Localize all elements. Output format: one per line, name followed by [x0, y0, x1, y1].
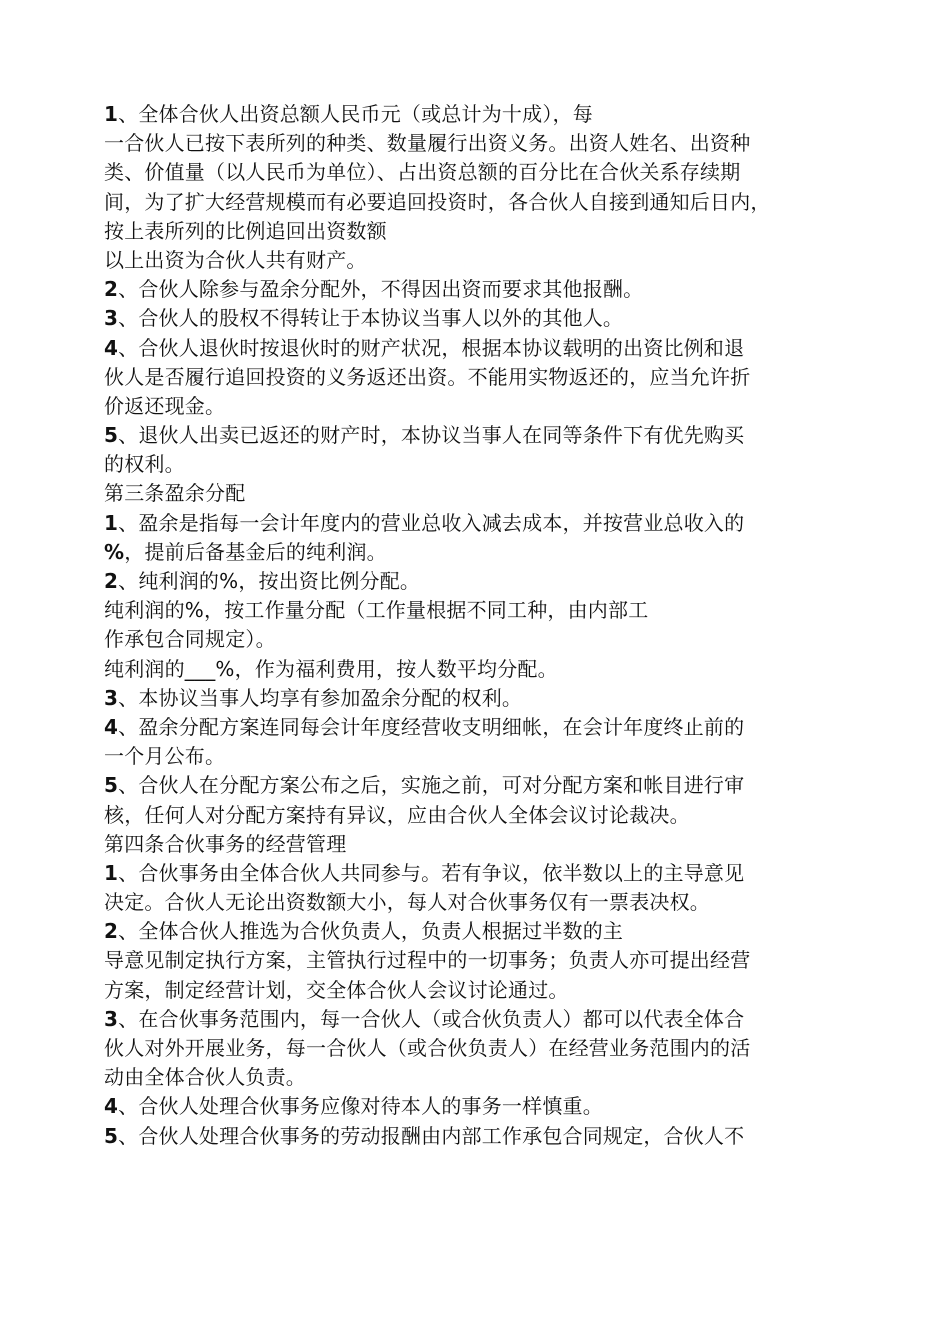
item-number: 5	[104, 1123, 119, 1148]
text-line	[104, 509, 874, 538]
item-number: %	[104, 539, 125, 564]
line-text: ，提前后备基金后的纯利润。	[124, 539, 387, 564]
line-text: 、全体合伙人出资总额人民币元（或总计为十成），每	[118, 102, 593, 126]
item-number: 4	[104, 335, 119, 360]
line-text: 纯利润的___%，作为福利费用，按人数平均分配。	[104, 656, 558, 681]
text-line	[104, 129, 874, 158]
line-text: 、合伙人除参与盈余分配外，不得因出资而要求其他报酬。	[118, 277, 644, 302]
item-number: 1	[104, 510, 119, 535]
text-line	[104, 392, 874, 421]
item-number: 5	[104, 773, 119, 798]
item-number: 3	[104, 1006, 119, 1031]
line-text: 、盈余分配方案连同每会计年度经营收支明细帐，在会计年度终止前的	[118, 714, 745, 739]
item-number: 4	[104, 714, 119, 739]
line-text: 核，任何人对分配方案持有异议，应由合伙人全体会议讨论裁决。	[104, 802, 690, 827]
line-text: 的权利。	[104, 452, 185, 477]
line-text: 第四条合伙事务的经营管理	[104, 831, 347, 856]
line-text: 第三条盈余分配	[104, 481, 246, 506]
item-number: 3	[104, 685, 119, 710]
line-text: 价返还现金。	[104, 393, 226, 418]
line-text: 、合伙人处理合伙事务应像对待本人的事务一样慎重。	[118, 1094, 603, 1119]
line-text: 、合伙人的股权不得转让于本协议当事人以外的其他人。	[118, 306, 624, 331]
line-text: 、合伙人处理合伙事务的劳动报酬由内部工作承包合同规定，合伙人不	[118, 1123, 745, 1148]
line-text: 、退伙人出卖已返还的财产时，本协议当事人在同等条件下有优先购买	[118, 423, 745, 448]
text-line	[104, 888, 874, 917]
item-number: 1	[104, 102, 119, 126]
text-line	[104, 538, 874, 567]
item-number: 2	[104, 277, 119, 302]
text-line	[104, 304, 874, 333]
line-text: 、纯利润的%，按出资比例分配。	[118, 569, 421, 593]
text-line	[104, 421, 874, 450]
line-text: 、全体合伙人推选为合伙负责人，负责人根据过半数的主	[118, 919, 624, 944]
item-number: 2	[104, 919, 119, 944]
text-line	[104, 363, 874, 392]
item-number: 5	[104, 423, 119, 448]
line-text: 一个月公布。	[104, 744, 226, 769]
item-number: 2	[104, 569, 119, 593]
item-number: 1	[104, 860, 119, 885]
text-line	[104, 1092, 874, 1121]
line-text: 、本协议当事人均享有参加盈余分配的权利。	[118, 685, 523, 710]
line-text: 、在合伙事务范围内，每一合伙人（或合伙负责人）都可以代表全体合	[118, 1006, 745, 1031]
text-line	[104, 1122, 874, 1151]
line-text: 导意见制定执行方案，主管执行过程中的一切事务；负责人亦可提出经营	[104, 948, 751, 973]
text-line	[104, 771, 874, 800]
text-line	[104, 596, 874, 625]
line-text: 方案，制定经营计划，交全体合伙人会议讨论通过。	[104, 977, 569, 1002]
text-line	[104, 1063, 874, 1092]
section-heading	[104, 830, 874, 859]
line-text: 、合伙人在分配方案公布之后，实施之前，可对分配方案和帐目进行审	[118, 773, 745, 798]
text-line	[104, 188, 874, 217]
text-line	[104, 742, 874, 771]
document-body	[104, 100, 874, 1151]
line-text: 决定。合伙人无论出资数额大小，每人对合伙事务仅有一票表决权。	[104, 890, 710, 915]
text-line	[104, 1005, 874, 1034]
item-number: 3	[104, 306, 119, 331]
line-text: 以上出资为合伙人共有财产。	[104, 247, 367, 272]
text-line	[104, 946, 874, 975]
line-text: 类、价值量（以人民币为单位）、占出资总额的百分比在合伙关系存续期	[104, 160, 741, 185]
text-line	[104, 275, 874, 304]
section-heading	[104, 479, 874, 508]
line-text: 一合伙人已按下表所列的种类、数量履行出资义务。出资人姓名、出资种	[104, 131, 751, 156]
text-line	[104, 684, 874, 713]
text-line	[104, 334, 874, 363]
line-text: 动由全体合伙人负责。	[104, 1065, 306, 1090]
text-line	[104, 100, 874, 129]
text-line	[104, 976, 874, 1005]
text-line	[104, 655, 874, 684]
text-line	[104, 917, 874, 946]
line-text: 按上表所列的比例追回出资数额	[104, 218, 387, 243]
text-line	[104, 217, 874, 246]
line-text: 、合伙人退伙时按退伙时的财产状况，根据本协议载明的出资比例和退	[118, 335, 745, 360]
text-line	[104, 625, 874, 654]
line-text: 、盈余是指每一会计年度内的营业总收入减去成本，并按营业总收入的	[118, 510, 745, 535]
line-text: 、合伙事务由全体合伙人共同参与。若有争议，依半数以上的主导意见	[118, 860, 745, 885]
line-text: 伙人是否履行追回投资的义务返还出资。不能用实物返还的，应当允许折	[104, 364, 751, 389]
line-text: 伙人对外开展业务，每一合伙人（或合伙负责人）在经营业务范围内的活	[104, 1036, 751, 1060]
line-text: 作承包合同规定）。	[104, 627, 276, 652]
text-line	[104, 1034, 874, 1063]
line-text: 间，为了扩大经营规模而有必要追回投资时，各合伙人自接到通知后日内，	[104, 189, 771, 214]
text-line	[104, 713, 874, 742]
line-text: 纯利润的%，按工作量分配（工作量根据不同工种，由内部工	[104, 598, 649, 623]
text-line	[104, 246, 874, 275]
text-line	[104, 859, 874, 888]
text-line	[104, 567, 874, 596]
text-line	[104, 450, 874, 479]
item-number: 4	[104, 1094, 119, 1119]
text-line	[104, 158, 874, 187]
text-line	[104, 801, 874, 830]
